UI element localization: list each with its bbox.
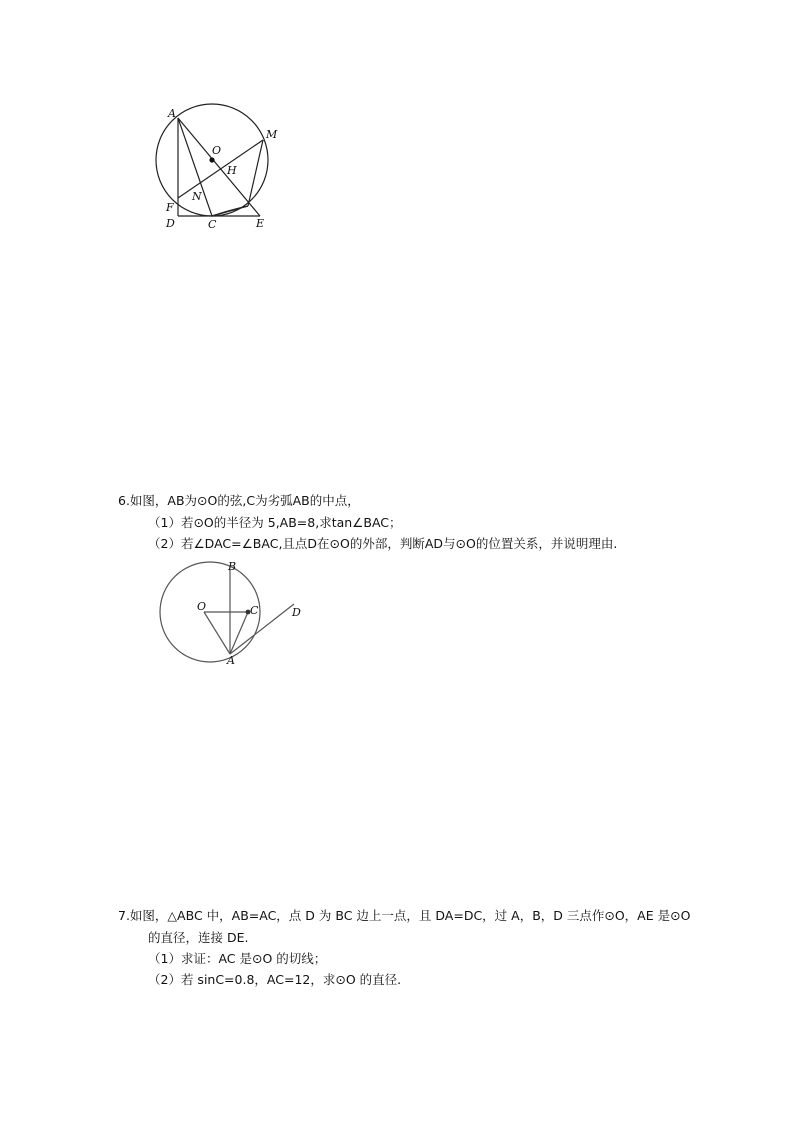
- label-o: O: [212, 144, 222, 157]
- fig2-label-b: B: [228, 560, 237, 573]
- fig2-label-d: D: [292, 606, 301, 619]
- label-e: E: [256, 217, 265, 230]
- label-a: A: [168, 107, 176, 120]
- q7-part2: （2）若 sinC=0.8，AC=12，求⊙O 的直径.: [148, 972, 402, 987]
- label-n: N: [192, 190, 202, 203]
- q7-part1: （1）求证：AC 是⊙O 的切线；: [148, 951, 327, 966]
- q7-title-cont: 的直径，连接 DE.: [148, 930, 249, 945]
- q6-part2: （2）若∠DAC=∠BAC,且点D在⊙O的外部，判断AD与⊙O的位置关系，并说明理由.: [148, 536, 618, 551]
- q7-title: 7.如图，△ABC 中，AB=AC，点 D 为 BC 边上一点，且 DA=DC，过 A，B，D 三点作⊙O，AE 是⊙O: [118, 908, 691, 923]
- label-m: M: [266, 128, 278, 141]
- fig2-label-c: C: [250, 604, 259, 617]
- label-d: D: [166, 217, 175, 230]
- figure-circle-boca: [148, 560, 318, 670]
- label-c: C: [208, 218, 217, 231]
- q6-part1: （1）若⊙O的半径为 5,AB=8,求tan∠BAC；: [148, 515, 402, 530]
- fig2-label-a: A: [227, 654, 235, 667]
- q6-title: 6.如图，AB为⊙O的弦,C为劣弧AB的中点，: [118, 493, 360, 508]
- fig2-label-o: O: [197, 600, 207, 613]
- label-h: H: [227, 164, 237, 177]
- label-f: F: [166, 201, 174, 214]
- figure-circle-amhn: [140, 100, 290, 240]
